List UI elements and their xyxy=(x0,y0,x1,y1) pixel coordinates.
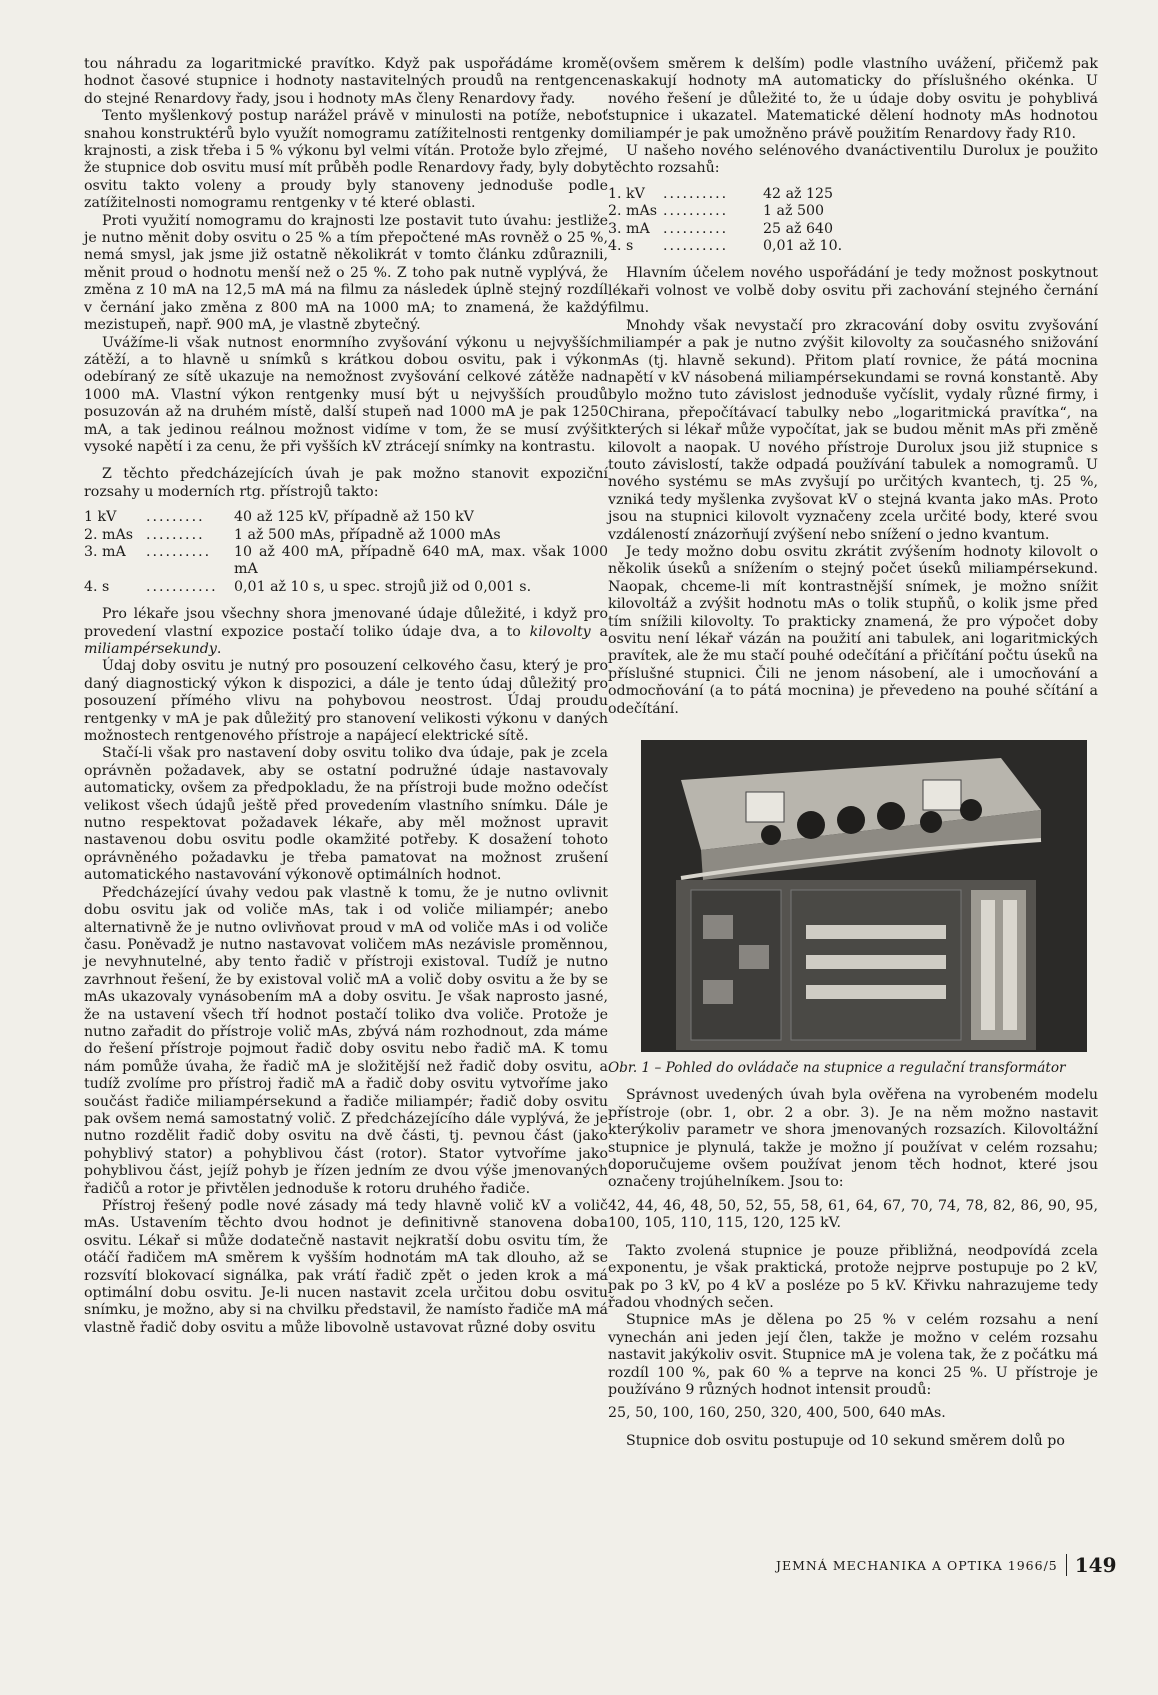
exposure-range-table xyxy=(84,509,608,596)
left-paragraph-5: Z těchto předcházejících úvah je pak možno stanovit expoziční rozsahy u moderních rtg. přístrojů takto: xyxy=(84,466,608,500)
table-row: 1. kV .......... 42 až 125 xyxy=(608,185,834,202)
durolux-range-table xyxy=(608,186,842,256)
table-row: 3. mA .......... 25 až 640 xyxy=(608,220,834,237)
right-column xyxy=(608,56,1098,1450)
journal-name: JEMNÁ MECHANIKA A OPTIKA 1966/5 xyxy=(776,1557,1058,1573)
left-paragraph-6: Pro lékaře jsou všechny shora jmenované údaje důležité, i když pro provedení vlastní expozice postačí toliko údaje dva, a to kilovolty a miliampérsekundy. xyxy=(84,606,608,657)
table-row: 4. s .......... 0,01 až 10. xyxy=(608,238,843,255)
figure-1-caption: Obr. 1 – Pohled do ovládače na stupnice a regulační transformátor xyxy=(608,1060,1066,1077)
table-row: 2. mAs ......... 1 až 500 mAs, případně až 1000 mAs xyxy=(84,526,501,543)
left-column xyxy=(84,56,608,1337)
right-paragraph-6: Správnost uvedených úvah byla ověřena na vyrobeném modelu přístroje (obr. 1, obr. 2 a obr. 3). Je na něm možno nastavit kterýkoliv parametr ve shora jmenovaných rozsazích. Kilovoltážní stupnice je plynulá, takže je možno jí používat v celém rozsahu; doporučujeme ovšem používat jenom těch hodnot, které jsou označeny trojúhelníkem. Jsou to: xyxy=(608,1087,1098,1191)
right-paragraph-1: (ovšem směrem k delším) podle vlastního uvážení, přičemž pak naskakují hodnoty mA automaticky do příslušného okénka. U nového řešení je důležité to, že u údaje doby osvitu je pohyblivá stupnice i ukazatel. Matematické dělení hodnoty mAs hodnotou miliampér je pak umožněno právě použitím Renardovy řady R10. xyxy=(608,56,1098,142)
figure-1-photo xyxy=(641,740,1087,1052)
left-paragraph-3: Proti využití nomogramu do krajnosti lze postavit tuto úvahu: jestliže je nutno měnit doby osvitu o 25 % a tím přepočtené mAs rovněž o 25 %, nemá smysl, jak jsme již ostatně několikrát v tomto článku zdůraznili, měnit proud o hodnotu menší než o 25 %. Z toho pak nutně vyplývá, že změna z 10 mA na 12,5 mA má na filmu za následek úplně stejný rozdíl v černání jako změna z 800 mA na 1000 mA; to znamená, že každý mezistupeň, např. 900 mA, je vlastně zbytečný. xyxy=(84,212,608,334)
left-paragraph-2: Tento myšlenkový postup narážel právě v minulosti na potíže, neboť snahou konstruktérů bylo využít nomogramu zatížitelnosti rentgenky do krajnosti, a zisk třeba i 5 % výkonu byl velmi vítán. Protože bylo zřejmé, že stupnice dob osvitu musí mít průběh podle Renardovy řady, byly doby osvitu takto voleny a proudy byly stanoveny jednoduše podle zatížitelnosti nomogramu rentgenky v té které oblasti. xyxy=(84,108,608,212)
table-row: 3. mA .......... 10 až 400 mA, případně 640 mA, max. však 1000 mA xyxy=(84,543,608,578)
control-unit-illustration xyxy=(641,740,1087,1052)
table-row: 1 kV ......... 40 až 125 kV, případně až 150 kV xyxy=(84,509,474,526)
left-paragraph-4: Uvážíme-li však nutnost enormního zvyšování výkonu u nejvyšších zátěží, a to hlavně u snímků s krátkou dobou osvitu, pak i výkon odebíraný ze sítě ukazuje na nemožnost zvyšování celkové zátěže nad 1000 mA. Vlastní výkon rentgenky musí být u nejvyšších proudů posuzován až na druhém místě, další stupeň nad 1000 mA je pak 1250 mA, a tak jedinou reálnou možnost vidíme v tom, že se musí zvýšit vysoké napětí i za cenu, že při vyšších kV ztrácejí snímky na kontrastu. xyxy=(84,334,608,455)
table-row: 2. mAs .......... 1 až 500 xyxy=(608,203,825,220)
right-paragraph-8: Takto zvolená stupnice je pouze přibližná, neodpovídá zcela exponentu, je však praktická, protože nejprve postupuje po 2 kV, pak po 3 kV, po 4 kV a posléze po 5 kV. Křivku nahrazujeme tedy řadou vhodných sečen. xyxy=(608,1242,1098,1311)
right-paragraph-11: Stupnice dob osvitu postupuje od 10 sekund směrem dolů po xyxy=(626,1432,1065,1449)
left-paragraph-9: Předcházející úvahy vedou pak vlastně k tomu, že je nutno ovlivnit dobu osvitu jak od voliče mAs, tak i od voliče miliampér; anebo alternativně že je nutno ovlivňovat proud v mA od voliče mAs i od voliče času. Poněvadž je nutno nastavovat voličem mAs nezávisle proměnnou, je nevyhnutelné, aby tento řadič v přístroji existoval. Tudíž je nutno zavrhnout řešení, že by existoval volič mA a volič doby osvitu a že by se mAs ukazovaly vynásobením mA a doby osvitu. Je však naprosto jasné, že na ustavení všech tří hodnot postačí toliko dva voliče. Protože je nutno zařadit do přístroje volič mAs, zbývá nám rozhodnout, zda máme do řešení přístroje pojmout řadič doby osvitu nebo řadič mA. K tomu nám pomůže úvaha, že řadič mA je složitější než řadič doby osvitu, a tudíž zvolíme pro přístroj řadič mA a řadič doby osvitu vytvoříme jako součást řadiče miliampérsekund a řadiče miliampér; řadič doby osvitu pak ovšem nemá samostatný volič. Z předcházejícího dále vyplývá, že je nutno rozdělit řadič doby osvitu na dvě části, tj. pevnou část (jako pohyblivý stator) a pohyblivou část (rotor). Stator vytvoříme jako pohyblivou část, jejíž pohyb je řízen jedním ze dvou výše jmenovaných řadičů a rotor je přivtělen jednoduše k rotoru druhého řadiče. xyxy=(84,884,608,1197)
right-paragraph-2: U našeho nového selénového dvanáctiventilu Durolux je použito těchto rozsahů: xyxy=(608,143,1098,177)
kv-values-list: 42, 44, 46, 48, 50, 52, 55, 58, 61, 64, 67, 70, 74, 78, 82, 86, 90, 95, 100, 105, 110, 115, 120, 125 kV. xyxy=(608,1197,1098,1232)
left-paragraph-7: Údaj doby osvitu je nutný pro posouzení celkového času, který je pro daný diagnostický výkon k dispozici, a dále je tento údaj důležitý pro posouzení přímého vlivu na pohybovou neostrost. Údaj proudu rentgenky v mA je pak důležitý pro stanovení velikosti výkonu v daných možnostech rentgenového přístroje a napájecí elektrické sítě. xyxy=(84,658,608,745)
left-paragraph-8: Stačí-li však pro nastavení doby osvitu toliko dva údaje, pak je zcela oprávněn požadavek, aby se ostatní podružné údaje nastavovaly automaticky, ovšem za předpokladu, že na přístroji bude možno odečíst velikost všech údajů ještě před provedením vlastního snímku. Dále je nutno respektovat požadavek lékaře, aby měl možnost upravit nastavenou dobu osvitu podle okamžité potřeby. K dosažení tohoto oprávněného požadavku je třeba pamatovat na možnost zrušení automatického nastavování výkonově optimálních hodnot. xyxy=(84,745,608,884)
left-paragraph-1: tou náhradu za logaritmické pravítko. Když pak uspořádáme kromě hodnot časové stupnice i hodnoty nastavitelných proudů na rentgence do stejné Renardovy řady, jsou i hodnoty mAs členy Renardovy řady. xyxy=(84,56,608,107)
right-paragraph-3: Hlavním účelem nového uspořádání je tedy možnost poskytnout lékaři volnost ve volbě doby osvitu při zachování stejného černání filmu. xyxy=(608,265,1098,317)
page-number: 149 xyxy=(1074,1553,1117,1577)
page-footer xyxy=(776,1553,1117,1577)
right-paragraph-9: Stupnice mAs je dělena po 25 % v celém rozsahu a není vynechán ani jeden její člen, takže je možno v celém rozsahu nastavit jakýkoliv osvit. Stupnice mA je volena tak, že z počátku má rozdíl 100 %, pak 60 % a teprve na konci 25 %. U přístroje je používáno 9 různých hodnot intensit proudů: xyxy=(608,1312,1098,1398)
table-row: 4. s ........... 0,01 až 10 s, u spec. strojů již od 0,001 s. xyxy=(84,578,532,595)
ma-values-list: 25, 50, 100, 160, 250, 320, 400, 500, 640 mAs. xyxy=(608,1405,946,1422)
left-paragraph-10: Přístroj řešený podle nové zásady má tedy hlavně volič kV a volič mAs. Ustavením těchto dvou hodnot je definitivně stanovena doba osvitu. Lékař si může dodatečně nastavit nejkratší dobu osvitu tím, že otáčí řadičem mA směrem k vyšším hodnotám mA tak dlouho, až se rozsvítí blokovací signálka, pak vrátí řadič zpět o jeden krok a má optimální dobu osvitu. Je-li nucen nastavit zcela určitou dobu osvitu snímku, je možno, aby si na chvilku představil, že namísto řadiče mA má vlastně řadič doby osvitu a může libovolně ustavovat různé doby osvitu xyxy=(84,1198,608,1336)
right-paragraph-4: Mnohdy však nevystačí pro zkracování doby osvitu zvyšování miliampér a pak je nutno zvýšit kilovolty za současného snižování mAs (tj. hlavně sekund). Přitom platí rovnice, že pátá mocnina napětí v kV násobená miliampérsekundami se rovná konstantě. Aby bylo možno tuto závislost jednoduše vyčíslit, vydaly různé firmy, i Chirana, přepočítávací tabulky nebo „logaritmická pravítka“, na kterých si lékař může vypočítat, jak se budou měnit mAs při změně kilovolt a naopak. U nového přístroje Durolux jsou již stupnice s touto závislostí, takže odpadá používání tabulek a nomogramů. U nového systému se mAs zvyšují po určitých kvantech, tj. 25 %, vzniká tedy myšlenka zvyšovat kV o stejná kvanta jako mAs. Proto jsou na stupnici kilovolt vyznačeny zcela určité body, které svou vzdáleností znázorňují zvýšení nebo snížení o jedno kvantum. xyxy=(608,317,1098,543)
right-paragraph-5: Je tedy možno dobu osvitu zkrátit zvýšením hodnoty kilovolt o několik úseků a snížením o stejný počet úseků miliampérsekund. Naopak, chceme-li mít kontrastnější snímek, je možno snížit kilovoltáž a zvýšit hodnotu mAs o tolik stupňů, o kolik jsme před tím snížili kilovolty. To prakticky znamená, že pro výpočet doby osvitu není lékař vázán na použití ani tabulek, ani logaritmických pravítek, ale že mu stačí pouhé odečítání a přičítání počtu úseků na příslušné stupnici. Čili ne jenom násobení, ale i umocňování a odmocňování (a to pátá mocnina) je převedeno na pouhé sčítání a odečítání. xyxy=(608,543,1098,717)
footer-divider xyxy=(1066,1554,1067,1576)
